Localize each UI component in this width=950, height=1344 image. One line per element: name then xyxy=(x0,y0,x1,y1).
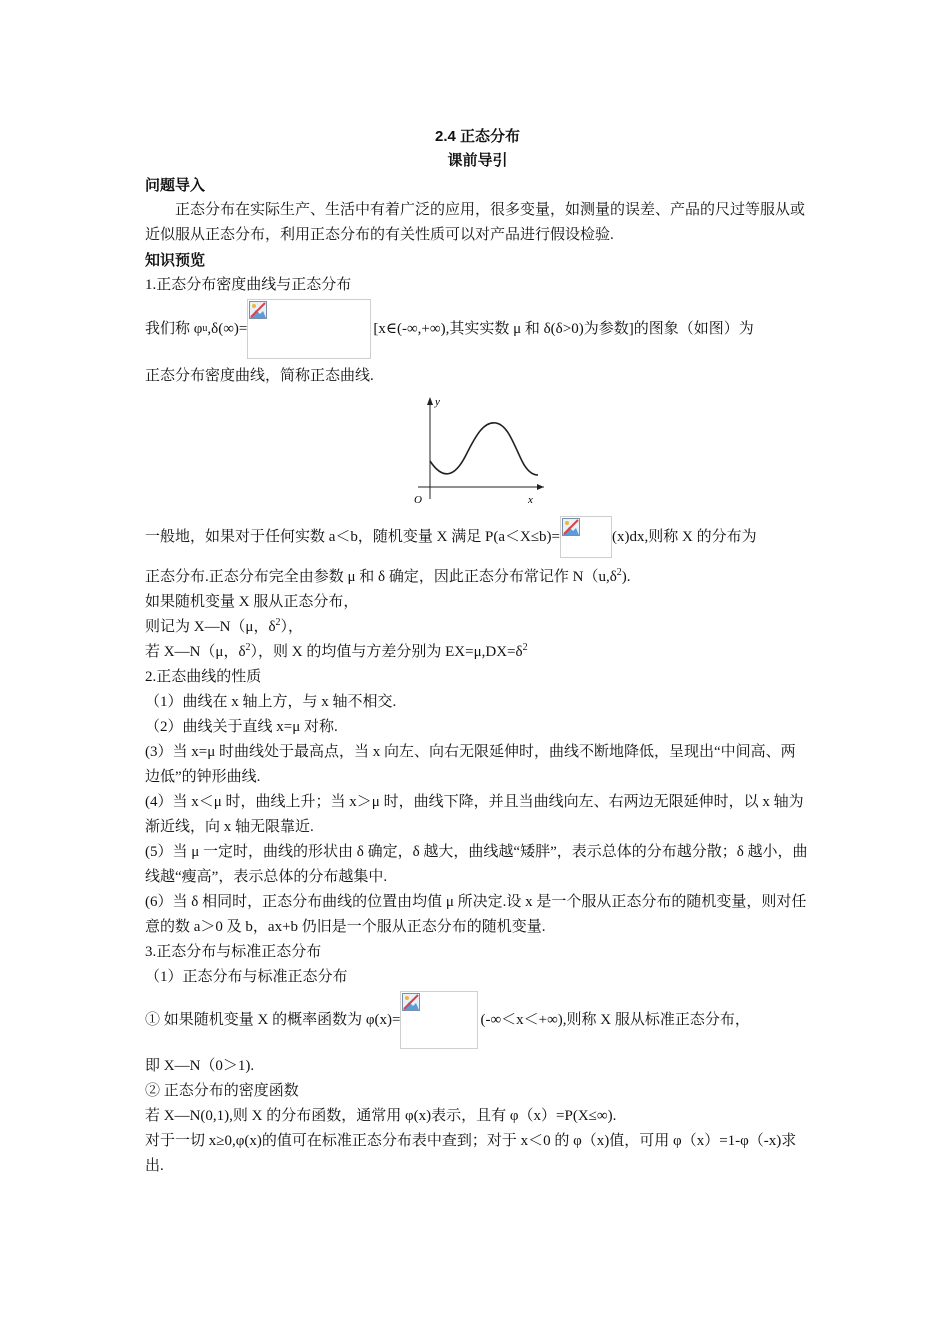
property-item-3: (3）当 x=μ 时曲线处于最高点，当 x 向左、向右无限延伸时，曲线不断地降低，呈现出“中间高、两边低”的钟形曲线. xyxy=(145,744,796,785)
standard-text-e: 若 X—N(0,1),则 X 的分布函数，通常用 φ(x)表示，且有 φ（x）=P(X≤∞). xyxy=(145,1108,617,1124)
property-item-2: （2）曲线关于直线 x=μ 对称. xyxy=(145,719,338,735)
general-text-a: 一般地，如果对于任何实数 a＜b，随机变量 X 满足 P(a＜X≤b)= xyxy=(145,528,561,545)
x-axis-arrow xyxy=(537,484,544,490)
definition-text-a: 我们称 φ xyxy=(145,320,203,337)
standard-text-b: (-∞＜x＜+∞),则称 X 服从标准正态分布， xyxy=(480,1011,750,1028)
normal-line-c-text: 若 X—N（μ，δ xyxy=(145,644,246,660)
definition-line-2: 正态分布密度曲线，简称正态曲线. xyxy=(145,368,374,384)
page-title: 2.4 正态分布 xyxy=(434,128,521,145)
standard-text-c: 即 X—N（0＞1). xyxy=(145,1058,255,1074)
normal-curve-figure xyxy=(145,395,810,507)
superscript: 2 xyxy=(275,617,281,628)
definition-line: 我们称 φ u ,δ(∞)= [x∈(-∞,+∞),其实实数 μ 和 δ(δ>0)为参数]的图象（如图）为 xyxy=(145,298,810,360)
normal-line-b-end: ）， xyxy=(280,619,304,635)
properties-heading: 2.正态曲线的性质 xyxy=(145,669,262,685)
broken-image-icon xyxy=(562,518,580,536)
standard-heading: 3.正态分布与标准正态分布 xyxy=(145,944,322,960)
property-item-4: (4）当 x＜μ 时，曲线上升；当 x＞μ 时，曲线下降，并且当曲线向左、右两边无限延伸时，以 x 轴为渐近线，向 x 轴无限靠近. xyxy=(145,794,804,835)
broken-image-icon xyxy=(249,301,267,319)
standard-text-d: ② 正态分布的密度函数 xyxy=(145,1083,299,1099)
bell-curve xyxy=(430,423,538,475)
formula-image-placeholder xyxy=(247,299,371,359)
intro-paragraph: 正态分布在实际生产、生活中有着广泛的应用，很多变量，如测量的误差、产品的尺过等服从或近似服从正态分布，利用正态分布的有关性质可以对产品进行假设检验. xyxy=(145,202,806,243)
x-axis-label: x xyxy=(527,494,533,506)
normal-line-c-mid: ），则 X 的均值与方差分别为 EX=μ,DX=δ xyxy=(250,644,523,660)
general-text-d: ). xyxy=(621,569,631,585)
superscript: 2 xyxy=(522,642,528,653)
y-axis-arrow xyxy=(427,397,433,405)
intro-heading: 问题导入 xyxy=(145,177,206,194)
definition-text-b: ,δ(∞)= xyxy=(207,320,248,337)
document-page xyxy=(145,125,810,1179)
definition-text-c: [x∈(-∞,+∞),其实实数 μ 和 δ(δ>0)为参数]的图象（如图）为 xyxy=(373,320,754,337)
broken-image-icon xyxy=(402,993,420,1011)
superscript: 2 xyxy=(616,567,622,578)
section-1-heading: 1.正态分布密度曲线与正态分布 xyxy=(145,277,352,293)
property-item-5: (5）当 μ 一定时，曲线的形状由 δ 确定，δ 越大，曲线越“矮胖”，表示总体的分布越分散；δ 越小，曲线越“瘦高”，表示总体的分布越集中. xyxy=(145,844,808,885)
y-axis-label: y xyxy=(434,396,440,408)
preview-heading: 知识预览 xyxy=(145,252,206,269)
standard-definition-line xyxy=(145,990,810,1050)
standard-text-a: ① 如果随机变量 X 的概率函数为 φ(x)= xyxy=(145,1011,401,1028)
normal-line-b xyxy=(145,615,810,640)
page-subtitle: 课前导引 xyxy=(447,152,508,169)
density-image-placeholder xyxy=(400,991,478,1049)
normal-line-a: 如果随机变量 X 服从正态分布， xyxy=(145,594,359,610)
origin-label: O xyxy=(413,494,422,506)
standard-text-f: 对于一切 x≥0,φ(x)的值可在标准正态分布表中查到；对于 x＜0 的 φ（x)值，可用 φ（x）=1-φ（-x)求出. xyxy=(145,1133,797,1174)
general-text-b: (x)dx,则称 X 的分布为 xyxy=(612,528,757,545)
normal-curve-diagram xyxy=(408,395,548,507)
property-item-1: （1）曲线在 x 轴上方，与 x 轴不相交. xyxy=(145,694,397,710)
integral-image-placeholder xyxy=(560,516,612,558)
normal-line-c xyxy=(145,640,810,665)
general-text-c: 正态分布.正态分布完全由参数 μ 和 δ 确定，因此正态分布常记作 N（u,δ xyxy=(145,569,617,585)
normal-line-b-text: 则记为 X—N（μ，δ xyxy=(145,619,276,635)
standard-subheading: （1）正态分布与标准正态分布 xyxy=(145,969,348,985)
property-item-6: (6）当 δ 相同时，正态分布曲线的位置由均值 μ 所决定.设 x 是一个服从正态分布的随机变量，则对任意的数 a＞0 及 b，ax+b 仍旧是一个服从正态分布的随机变量. xyxy=(145,894,807,935)
general-definition-line xyxy=(145,515,810,559)
superscript: 2 xyxy=(245,642,251,653)
general-line-2 xyxy=(145,565,810,590)
